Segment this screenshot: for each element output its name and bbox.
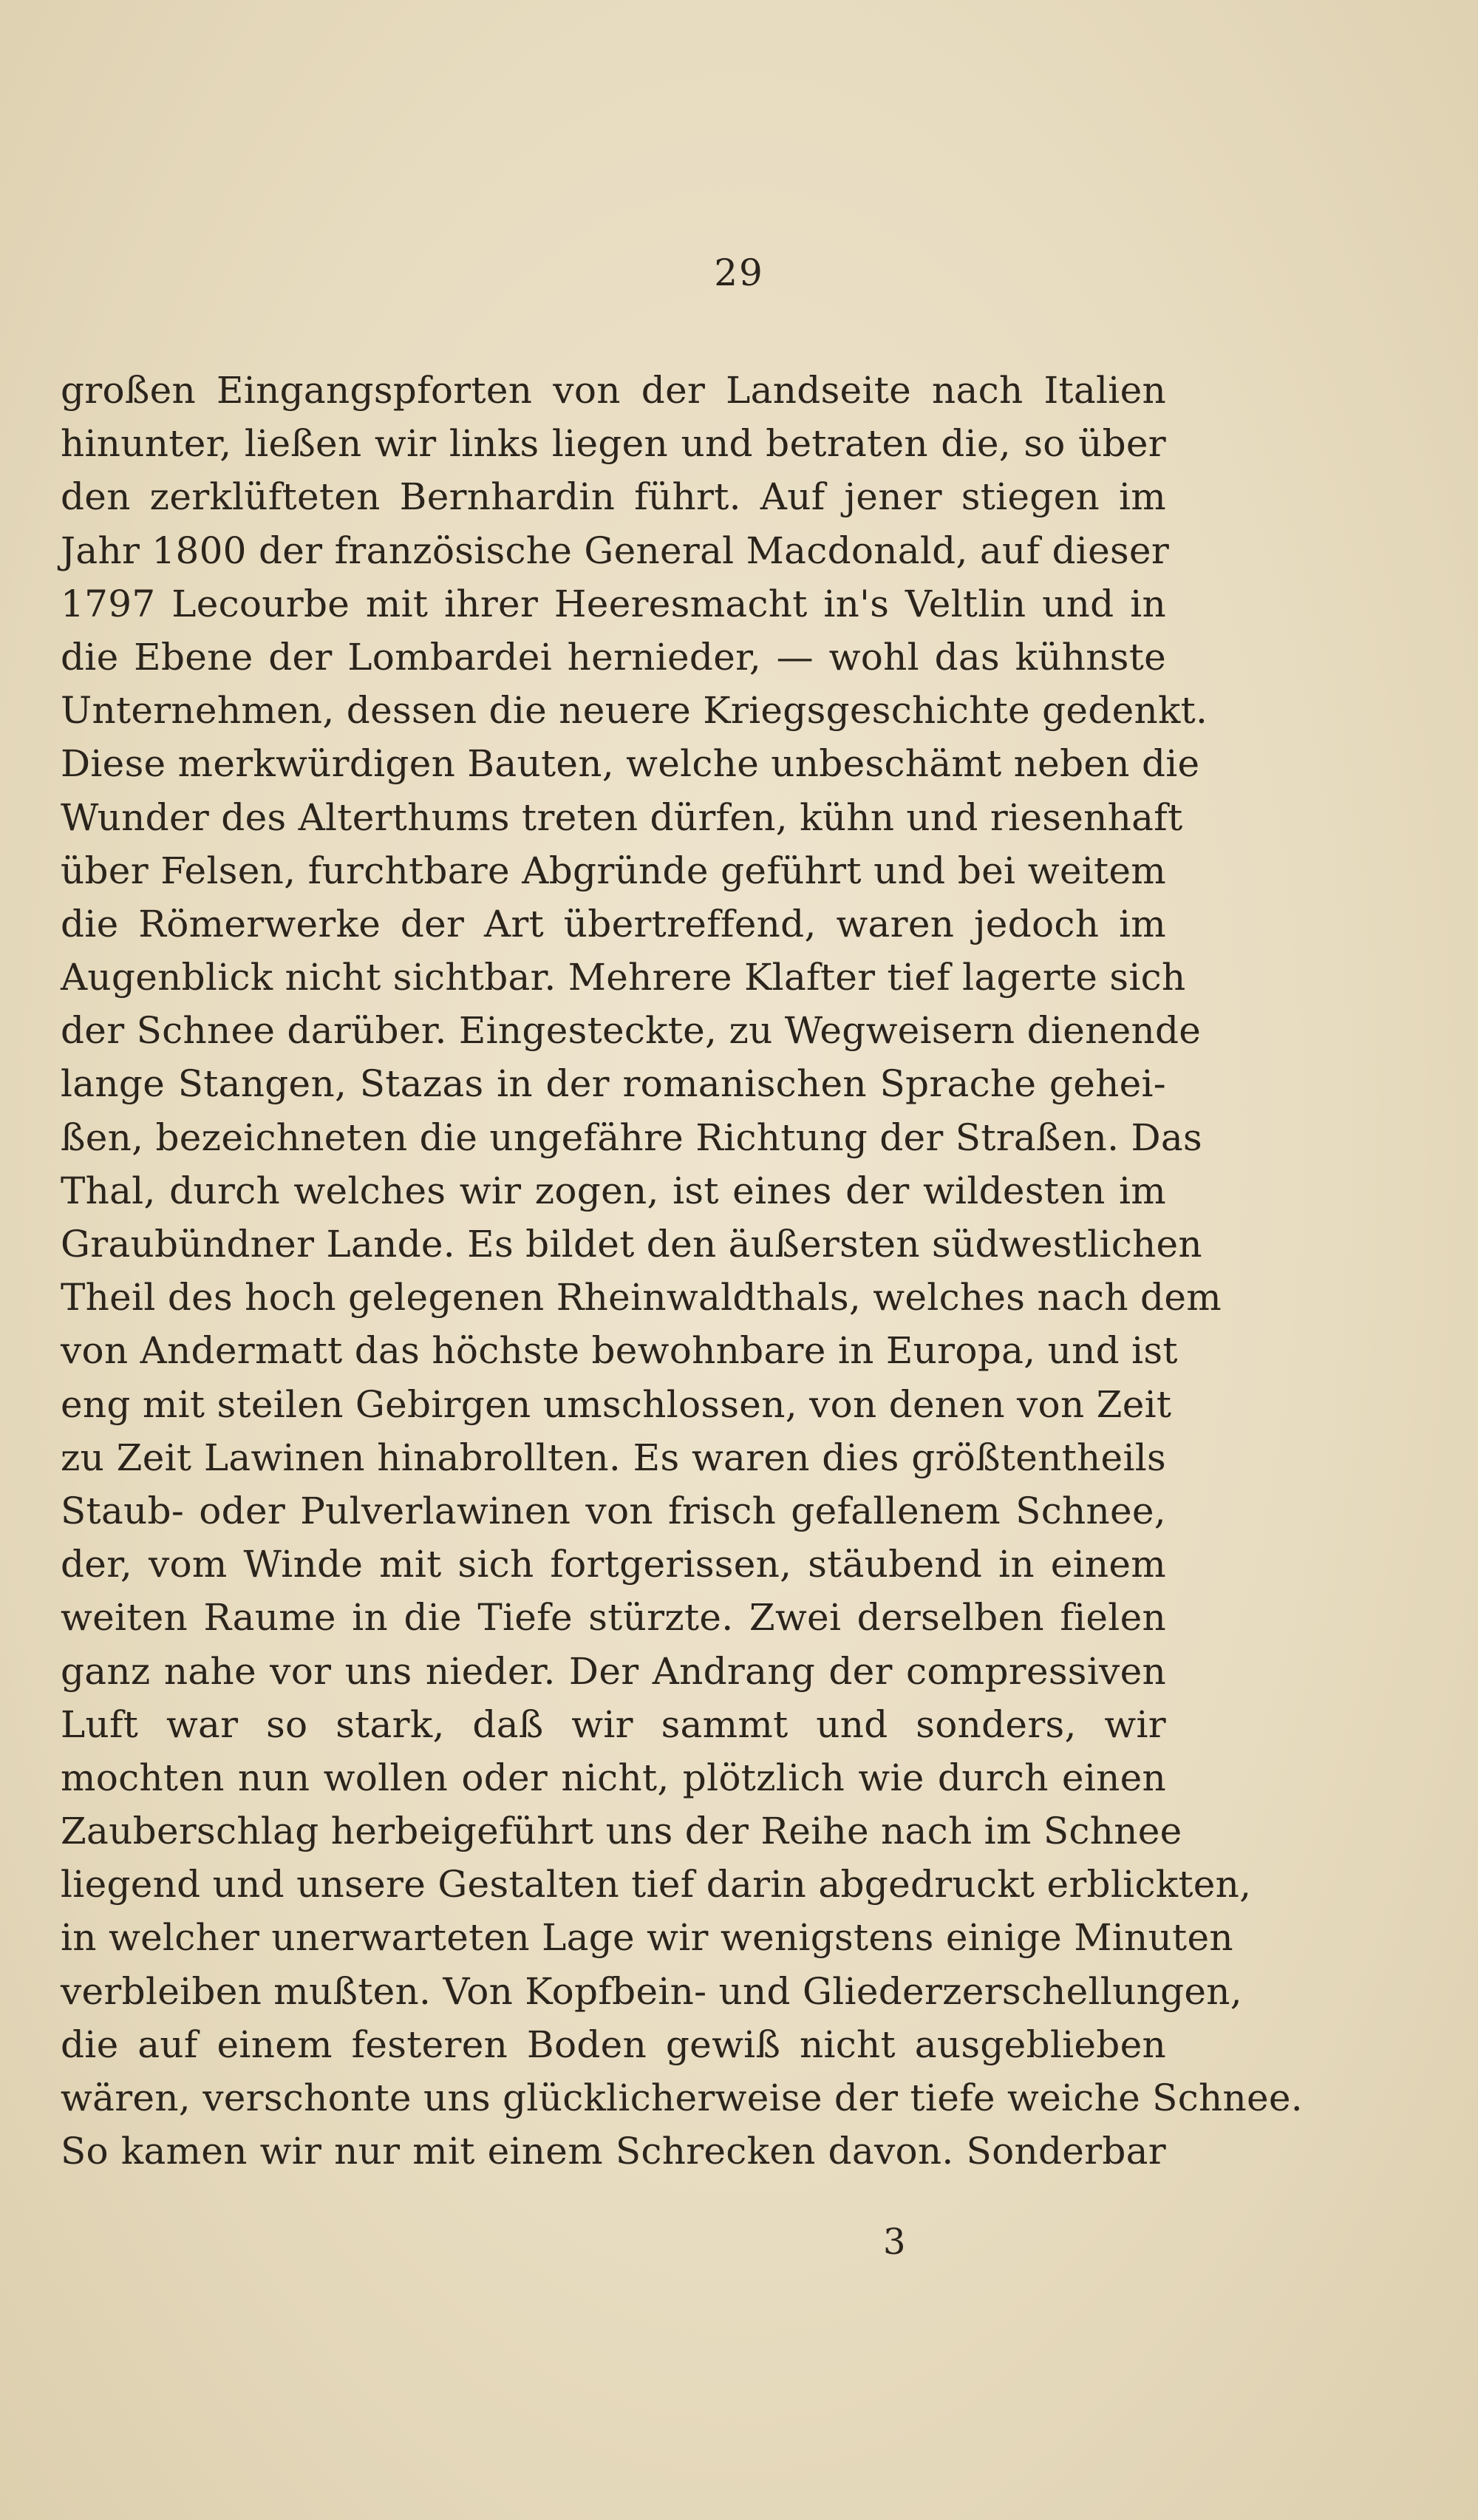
- text-line: Wunder des Alterthums treten dürfen, kühn und riesenhaft: [61, 795, 1183, 839]
- text-line: Augenblick nicht sichtbar. Mehrere Klafter tief lagerte sich: [61, 956, 1186, 999]
- text-line: in welcher unerwarteten Lage wir wenigstens einige Minuten: [61, 1916, 1233, 1960]
- text-line: ganz nahe vor uns nieder. Der Andrang der compressiven: [61, 1649, 1166, 1693]
- text-line: die auf einem festeren Boden gewiß nicht ausgeblieben: [61, 2023, 1166, 2066]
- text-line: Diese merkwürdigen Bauten, welche unbeschämt neben die: [61, 742, 1200, 786]
- text-line: So kamen wir nur mit einem Schrecken davon. Sonderbar: [61, 2130, 1166, 2173]
- text-line: lange Stangen, Stazas in der romanischen Sprache gehei-: [61, 1062, 1166, 1106]
- text-line: von Andermatt das höchste bewohnbare in Europa, und ist: [61, 1329, 1178, 1373]
- text-line: Luft war so stark, daß wir sammt und sonders, wir: [61, 1702, 1166, 1746]
- page-number: 29: [714, 251, 764, 294]
- text-line: weiten Raume in die Tiefe stürzte. Zwei derselben fielen: [61, 1596, 1166, 1640]
- body-text: [61, 364, 1303, 2178]
- text-line: mochten nun wollen oder nicht, plötzlich wie durch einen: [61, 1756, 1166, 1799]
- text-line: die Ebene der Lombardei hernieder, — wohl das kühnste: [61, 635, 1166, 679]
- text-line: verbleiben mußten. Von Kopfbein- und Gliederzerschellungen,: [61, 1969, 1242, 2013]
- text-line: Unternehmen, dessen die neuere Kriegsgeschichte gedenkt.: [61, 689, 1208, 733]
- text-line: Thal, durch welches wir zogen, ist eines der wildesten im: [61, 1169, 1166, 1212]
- text-line: der, vom Winde mit sich fortgerissen, stäubend in einem: [61, 1543, 1166, 1586]
- text-line: liegend und unsere Gestalten tief darin abgedruckt erblickten,: [61, 1863, 1252, 1906]
- text-line: Zauberschlag herbeigeführt uns der Reihe nach im Schnee: [61, 1810, 1182, 1853]
- text-line: ßen, bezeichneten die ungefähre Richtung der Straßen. Das: [61, 1115, 1202, 1159]
- text-line: der Schnee darüber. Eingesteckte, zu Wegweisern dienende: [61, 1009, 1202, 1053]
- text-line: Jahr 1800 der französische General Macdonald, auf dieser: [61, 529, 1170, 572]
- text-line: eng mit steilen Gebirgen umschlossen, von denen von Zeit: [61, 1382, 1172, 1426]
- text-line: großen Eingangspforten von der Landseite nach Italien: [61, 369, 1166, 412]
- signature-mark: 3: [883, 2221, 906, 2263]
- text-line: hinunter, ließen wir links liegen und betraten die, so über: [61, 422, 1166, 466]
- text-line: wären, verschonte uns glücklicherweise der tiefe weiche Schnee.: [61, 2076, 1303, 2119]
- text-line: Graubündner Lande. Es bildet den äußersten südwestlichen: [61, 1223, 1202, 1266]
- text-line: Staub- oder Pulverlawinen von frisch gefallenem Schnee,: [61, 1489, 1166, 1532]
- text-line: Theil des hoch gelegenen Rheinwaldthals, welches nach dem: [61, 1276, 1222, 1320]
- text-line: den zerklüfteten Bernhardin führt. Auf jener stiegen im: [61, 475, 1166, 519]
- text-line: über Felsen, furchtbare Abgründe geführt und bei weitem: [61, 849, 1166, 892]
- text-line: 1797 Lecourbe mit ihrer Heeresmacht in's Veltlin und in: [61, 582, 1166, 625]
- text-line: zu Zeit Lawinen hinabrollten. Es waren dies größtentheils: [61, 1436, 1166, 1479]
- text-line: die Römerwerke der Art übertreffend, waren jedoch im: [61, 902, 1166, 945]
